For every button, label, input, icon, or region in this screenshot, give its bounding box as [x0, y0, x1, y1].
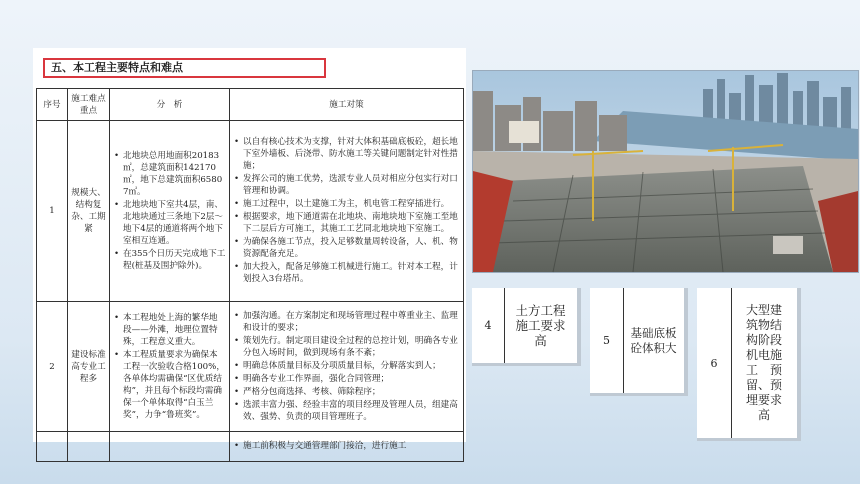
measure-item: • 施工过程中，以土建施工为主，机电管工程穿插进行。	[243, 198, 460, 210]
measure-item: • 施工前积极与交通管理部门接洽，进行施工	[243, 440, 460, 452]
row-key-point: 规模大、结构复杂、工期紧	[68, 121, 110, 302]
measure-item: • 加大投入，配备足够施工机械进行施工。针对本工程，计划投入3台塔吊。	[243, 261, 460, 285]
difficulty-card-5	[590, 288, 688, 396]
header-number: 序号	[37, 89, 68, 121]
row-measures	[230, 302, 464, 432]
row-analysis	[110, 302, 230, 432]
difficulty-card-6	[697, 288, 801, 441]
row-measures	[230, 432, 464, 462]
row-key-point	[68, 432, 110, 462]
analysis-item: • 在355个日历天完成地下工程(桩基及围护除外)。	[123, 248, 226, 272]
card-text: 大型建筑物结构阶段机电施工 预留、预埋要求高	[745, 303, 782, 422]
construction-site-photo	[472, 70, 859, 273]
card-text: 土方工程施工要求高	[515, 303, 566, 348]
measure-item: • 选派丰富力强、经验丰富的项目经理及管理人员，组建高效、强势、负责的项目管理班子。	[243, 399, 460, 423]
card-number: 6	[697, 288, 732, 438]
row-measures	[230, 121, 464, 302]
row-analysis	[110, 432, 230, 462]
document-page	[33, 48, 466, 451]
table-header-row	[37, 89, 464, 121]
card-text: 基础底板砼体积大	[630, 325, 677, 355]
row-number: 2	[37, 302, 68, 432]
measure-item: • 根据要求，地下通道需在北地块、南地块地下室施工至地下二层后方可施工，其施工工艺同北地块地下室施工。	[243, 211, 460, 235]
analysis-item: • 北地块总用地面积20183㎡，总建筑面积142170㎡，地下总建筑面积65807㎡。	[123, 150, 226, 198]
difficulty-card-4	[472, 288, 581, 366]
difficulty-table	[36, 88, 464, 462]
row-number	[37, 432, 68, 462]
measure-item: • 以自有核心技术为支撑，针对大体积基础底板砼，超长地下室外墙板、后浇带、防水施工等关键问题制定针对性措施；	[243, 136, 460, 172]
header-measures: 施工对策	[230, 89, 464, 121]
table-row	[37, 302, 464, 432]
analysis-item: • 本工程质量要求为确保本工程一次验收合格100%，各单体均需确保“区优质结构”，并且每个标段均需确保一个单体取得“白玉兰奖”，力争“鲁班奖”。	[123, 349, 226, 421]
section-heading: 五、本工程主要特点和难点	[43, 58, 326, 78]
measure-item: • 明确各专业工作界面，强化合同管理；	[243, 373, 460, 385]
measure-item: • 加强沟通。在方案制定和现场管理过程中尊重业主、监理和设计的要求；	[243, 310, 460, 334]
row-analysis	[110, 121, 230, 302]
measure-item: • 发挥公司的施工优势，选派专业人员对相应分包实行对口管理和协调。	[243, 173, 460, 197]
analysis-item: • 北地块地下室共4层，南、北地块通过三条地下2层～地下4层的通道将两个地下室相互连通。	[123, 199, 226, 247]
analysis-item: • 本工程地处上海的繁华地段——外滩，地理位置特殊，工程意义重大。	[123, 312, 226, 348]
card-number: 5	[590, 288, 624, 393]
row-number: 1	[37, 121, 68, 302]
card-number: 4	[472, 288, 505, 363]
row-key-point: 建设标准高专业工程多	[68, 302, 110, 432]
header-key-point: 施工难点重点	[68, 89, 110, 121]
measure-item: • 严格分包商选择、考核、筛除程序；	[243, 386, 460, 398]
header-analysis: 分 析	[110, 89, 230, 121]
table-row	[37, 121, 464, 302]
table-row	[37, 432, 464, 462]
measure-item: • 明确总体质量目标及分项质量目标，分解落实到人；	[243, 360, 460, 372]
measure-item: • 策划先行。制定项目建设全过程的总控计划，明确各专业分包入场时间，做到现场有条不紊；	[243, 335, 460, 359]
measure-item: • 为确保各施工节点，投入足够数量周转设备，人、机、物资源配备充足。	[243, 236, 460, 260]
